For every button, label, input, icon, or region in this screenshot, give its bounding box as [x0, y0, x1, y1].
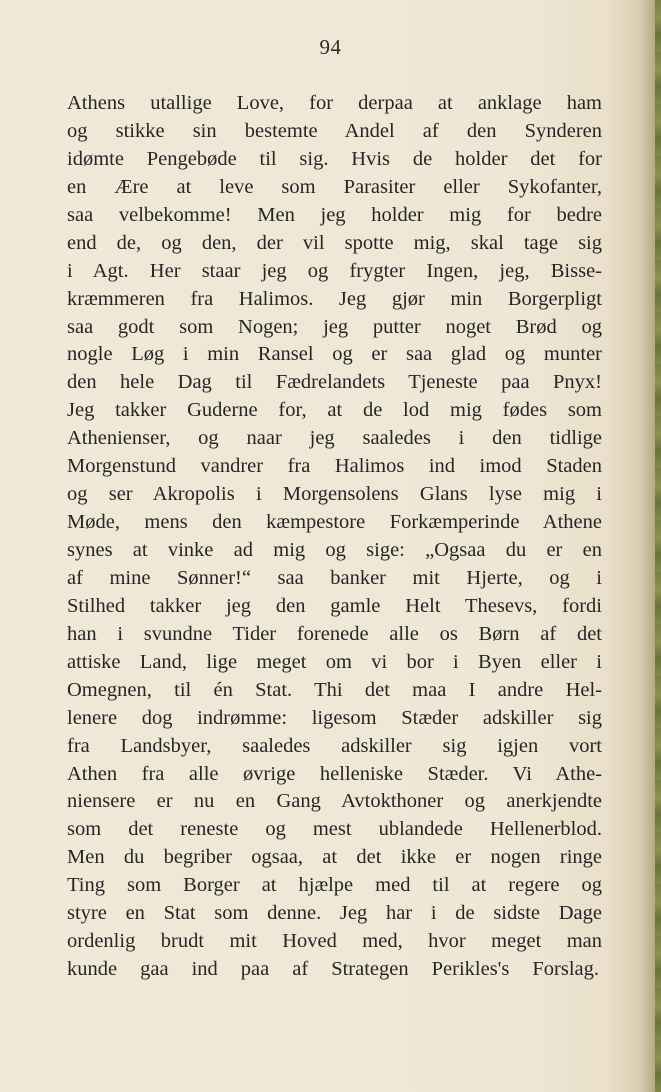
text-line: attiske Land, lige meget om vi bor i Byen eller i: [67, 650, 602, 673]
text-line: den hele Dag til Fædrelandets Tjeneste paa Pnyx!: [67, 371, 602, 394]
text-line: Omegnen, til én Stat. Thi det maa I andre Hel-: [67, 678, 602, 701]
text-line: saa godt som Nogen; jeg putter noget Brød og: [67, 315, 602, 338]
text-line: Stilhed takker jeg den gamle Helt Thesevs, fordi: [67, 594, 602, 617]
text-line: idømte Pengebøde til sig. Hvis de holder det for: [67, 147, 602, 170]
text-line: Morgenstund vandrer fra Halimos ind imod Staden: [67, 455, 602, 478]
text-line: niensere er nu en Gang Avtokthoner og anerkjendte: [67, 790, 602, 813]
text-line: end de, og den, der vil spotte mig, skal tage sig: [67, 231, 602, 254]
text-line: kræmmeren fra Halimos. Jeg gjør min Borgerpligt: [67, 287, 602, 310]
body-text: [67, 90, 602, 984]
text-line: saa velbekomme! Men jeg holder mig for bedre: [67, 203, 602, 226]
text-line: ordenlig brudt mit Hoved med, hvor meget man: [67, 930, 602, 953]
text-line: han i svundne Tider forenede alle os Børn af det: [67, 622, 602, 645]
text-line: Jeg takker Guderne for, at de lod mig fødes som: [67, 399, 602, 422]
text-line: Athenienser, og naar jeg saaledes i den tidlige: [67, 427, 602, 450]
text-line: Men du begriber ogsaa, at det ikke er nogen ringe: [67, 846, 602, 869]
text-line: kunde gaa ind paa af Strategen Perikles's Forslag.: [67, 958, 599, 981]
text-line: som det reneste og mest ublandede Hellenerblod.: [67, 818, 602, 841]
text-line: Ting som Borger at hjælpe med til at regere og: [67, 874, 602, 897]
binding-edge: [655, 0, 661, 1092]
text-line: lenere dog indrømme: ligesom Stæder adskiller sig: [67, 706, 602, 729]
text-line: og ser Akropolis i Morgensolens Glans lyse mig i: [67, 483, 602, 506]
text-line: af mine Sønner!“ saa banker mit Hjerte, og i: [67, 566, 602, 589]
text-line: Møde, mens den kæmpestore Forkæmperinde Athene: [67, 511, 602, 534]
page-number: 94: [319, 35, 342, 59]
text-line: Athen fra alle øvrige helleniske Stæder. Vi Athe-: [67, 762, 602, 785]
text-line: fra Landsbyer, saaledes adskiller sig igjen vort: [67, 734, 602, 757]
text-line: nogle Løg i min Ransel og er saa glad og munter: [67, 343, 602, 366]
text-line: synes at vinke ad mig og sige: „Ogsaa du er en: [67, 539, 602, 561]
text-line: og stikke sin bestemte Andel af den Synderen: [67, 119, 602, 142]
text-line: Athens utallige Love, for derpaa at anklage ham: [67, 92, 602, 114]
text-line: styre en Stat som denne. Jeg har i de sidste Dage: [67, 902, 602, 925]
text-line: i Agt. Her staar jeg og frygter Ingen, jeg, Bisse-: [67, 259, 602, 282]
text-line: en Ære at leve som Parasiter eller Sykofanter,: [67, 175, 602, 198]
